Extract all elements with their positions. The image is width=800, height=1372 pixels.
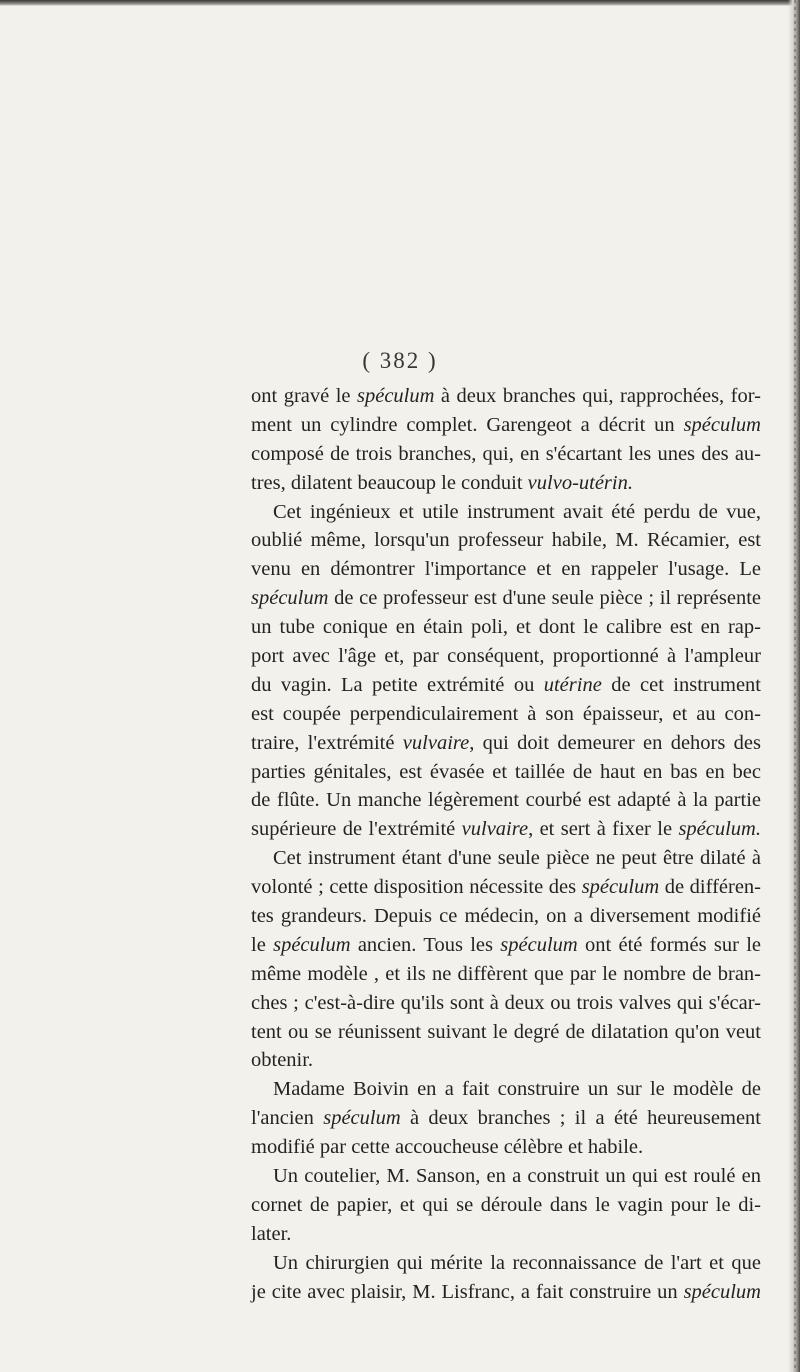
text-run: later. <box>251 1222 292 1245</box>
text-run: ont été formés sur le <box>577 933 761 956</box>
text-run: venu en démontrer l'importance et en rappeler l'usage. Le <box>251 558 761 581</box>
text-line <box>251 902 761 931</box>
page-stack-edge <box>794 0 796 1372</box>
italic-term: spéculum <box>323 1107 401 1130</box>
text-line <box>251 526 761 555</box>
text-line <box>251 1220 761 1249</box>
text-run: je cite avec plaisir, M. Lisfranc, a fait construire un <box>251 1280 684 1303</box>
text-line <box>251 989 761 1018</box>
text-run: à deux branches qui, rapprochées, for- <box>434 385 761 407</box>
text-line <box>251 786 761 815</box>
italic-term: spéculum <box>251 587 329 610</box>
text-line <box>251 960 761 989</box>
text-line <box>251 758 761 787</box>
text-line <box>251 411 761 440</box>
text-line <box>251 382 761 411</box>
text-run: le <box>251 933 274 956</box>
text-line <box>251 440 761 469</box>
text-run: de différen- <box>659 876 761 899</box>
text-line <box>251 873 761 902</box>
text-run: un tube conique en étain poli, et dont le calibre est en rap- <box>251 616 761 639</box>
text-line <box>251 613 761 642</box>
italic-term: utérine <box>543 673 602 696</box>
text-run: Un chirurgien qui mérite la reconnaissance de l'art et que <box>273 1251 761 1274</box>
italic-term: spéculum. <box>678 818 761 841</box>
text-line <box>251 1133 761 1162</box>
page-top-edge <box>0 0 800 6</box>
body-text <box>251 382 761 1307</box>
text-line <box>251 1191 761 1220</box>
text-run: du vagin. La petite extrémité ou <box>251 673 544 696</box>
text-run: tes grandeurs. Depuis ce médecin, on a diversement modifié <box>251 905 761 928</box>
italic-term: vulvo-utérin. <box>527 471 633 494</box>
text-line <box>251 584 761 613</box>
text-run: parties génitales, est évasée et taillée de haut en bas en bec <box>251 760 761 783</box>
text-run: de flûte. Un manche légèrement courbé est adapté à la partie <box>251 789 761 812</box>
text-run: oublié même, lorsqu'un professeur habile, M. Récamier, est <box>251 529 761 552</box>
italic-term: vulvaire <box>461 818 529 841</box>
text-line <box>251 815 761 844</box>
text-run: cornet de papier, et qui se déroule dans le vagin pour le di- <box>251 1193 761 1216</box>
text-run: ment un cylindre complet. Garengeot a décrit un <box>251 413 684 436</box>
text-line <box>251 700 761 729</box>
italic-term: vulvaire <box>402 731 470 754</box>
text-line <box>251 844 761 873</box>
text-line <box>251 671 761 700</box>
italic-term: spéculum <box>273 933 351 956</box>
text-line <box>251 1162 761 1191</box>
italic-term: spéculum <box>357 385 435 407</box>
text-run: Madame Boivin en a fait construire un sur le modèle de <box>273 1078 761 1101</box>
text-line <box>251 469 761 498</box>
text-line <box>251 1018 761 1047</box>
italic-term: spéculum <box>683 413 761 436</box>
text-run: Cet ingénieux et utile instrument avait été perdu de vue, <box>273 500 761 523</box>
text-line <box>251 729 761 758</box>
text-run: port avec l'âge et, par conséquent, proportionné à l'ampleur <box>251 645 761 668</box>
text-run: Cet instrument étant d'une seule pièce ne peut être dilaté à <box>273 847 761 870</box>
page-number: ( 382 ) <box>362 348 438 373</box>
text-run: Un coutelier, M. Sanson, en a construit un qui est roulé en <box>273 1165 761 1188</box>
text-line <box>251 498 761 527</box>
text-run: supérieure de l'extrémité <box>251 818 462 841</box>
text-run: , et sert à fixer le <box>528 818 679 841</box>
text-run: l'ancien <box>251 1107 324 1130</box>
text-run: volonté ; cette disposition nécessite des <box>251 876 582 899</box>
text-line <box>251 1249 761 1278</box>
text-run: tres, dilatent beaucoup le conduit <box>251 471 528 494</box>
text-line <box>251 642 761 671</box>
text-run: est coupée perpendiculairement à son épaisseur, et au con- <box>251 702 761 725</box>
text-line <box>251 1104 761 1133</box>
italic-term: spéculum <box>581 876 660 899</box>
text-run: obtenir. <box>251 1049 314 1072</box>
text-run: traire, l'extrémité <box>251 731 403 754</box>
text-run: de ce professeur est d'une seule pièce ; il représente <box>328 587 761 610</box>
text-line <box>251 1046 761 1075</box>
text-line <box>251 1278 761 1307</box>
text-run: à deux branches ; il a été heureusement <box>400 1107 761 1130</box>
text-run: ont gravé le <box>251 385 357 407</box>
text-line <box>251 1075 761 1104</box>
text-run: même modèle , et ils ne diffèrent que par le nombre de bran- <box>251 962 761 985</box>
text-line <box>251 555 761 584</box>
text-run: ancien. Tous les <box>350 933 501 956</box>
italic-term: spéculum <box>683 1280 761 1303</box>
text-run: de cet instrument <box>601 673 761 696</box>
text-run: , qui doit demeurer en dehors des <box>469 731 762 754</box>
text-line <box>251 931 761 960</box>
text-run: tent ou se réunissent suivant le degré de dilatation qu'on veut <box>251 1020 761 1043</box>
text-run: composé de trois branches, qui, en s'écartant les unes des au- <box>251 442 761 465</box>
text-run: modifié par cette accoucheuse célèbre et habile. <box>251 1136 644 1159</box>
italic-term: spéculum <box>500 933 578 956</box>
text-run: ches ; c'est-à-dire qu'ils sont à deux ou trois valves qui s'écar- <box>251 991 761 1014</box>
